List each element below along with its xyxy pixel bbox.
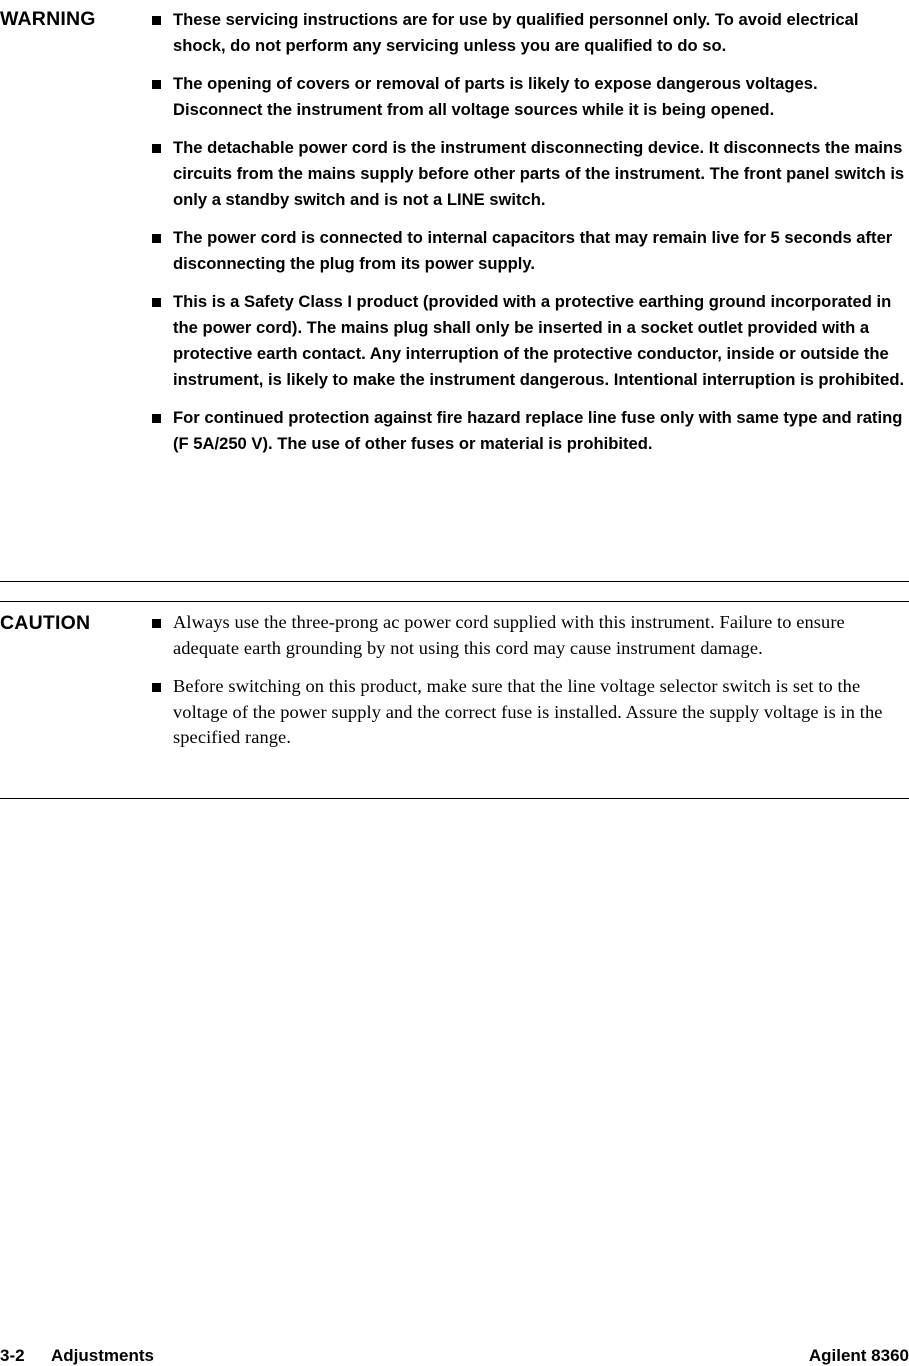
caution-item-text: Before switching on this product, make sure that the line voltage selector switch is set to the voltage of the power supply and the correct fuse is installed. Assure the supply voltage is in the specified range. (173, 676, 883, 747)
bullet-icon (152, 619, 161, 628)
warning-item-text: These servicing instructions are for use by qualified personnel only. To avoid electrical shock, do not perform any servicing unless you are qualified to do so. (173, 10, 859, 55)
warning-label: WARNING (0, 8, 96, 30)
footer-section: Adjustments (51, 1346, 154, 1365)
warning-list (152, 7, 909, 469)
caution-list (152, 610, 909, 764)
warning-bottom-rule (0, 581, 909, 582)
bullet-icon (152, 414, 161, 423)
bullet-icon (152, 683, 161, 692)
caution-item (152, 674, 909, 751)
warning-item (152, 405, 909, 457)
bullet-icon (152, 234, 161, 243)
warning-item (152, 289, 909, 393)
warning-item-text: The opening of covers or removal of parts is likely to expose dangerous voltages. Disconnect the instrument from all voltage sources while it is being opened. (173, 74, 818, 119)
warning-item-text: For continued protection against fire hazard replace line fuse only with same type and rating (F 5A/250 V). The use of other fuses or material is prohibited. (173, 408, 903, 453)
footer-product: Agilent 8360 (808, 1346, 909, 1365)
caution-bottom-rule (0, 798, 909, 799)
caution-item (152, 610, 909, 661)
warning-item-text: This is a Safety Class I product (provided with a protective earthing ground incorporated in the power cord). The mains plug shall only be inserted in a socket outlet provided with a protective earth contact. Any interruption of the protective conductor, inside or outside the instrument, is likely to make the instrument dangerous. Intentional interruption is prohibited. (173, 292, 905, 389)
warning-item-text: The detachable power cord is the instrument disconnecting device. It disconnects the mains circuits from the mains supply before other parts of the instrument. The front panel switch is only a standby switch and is not a LINE switch. (173, 138, 905, 209)
warning-item (152, 7, 909, 59)
bullet-icon (152, 80, 161, 89)
warning-item-text: The power cord is connected to internal capacitors that may remain live for 5 seconds after disconnecting the plug from its power supply. (173, 228, 893, 273)
warning-item (152, 225, 909, 277)
caution-item-text: Always use the three-prong ac power cord supplied with this instrument. Failure to ensure adequate earth grounding by not using this cord may cause instrument damage. (173, 612, 845, 658)
footer-page-number: 3-2 (0, 1346, 25, 1365)
caution-top-rule (0, 601, 909, 602)
bullet-icon (152, 298, 161, 307)
warning-item (152, 71, 909, 123)
bullet-icon (152, 16, 161, 25)
caution-label: CAUTION (0, 612, 91, 634)
bullet-icon (152, 144, 161, 153)
warning-item (152, 135, 909, 213)
